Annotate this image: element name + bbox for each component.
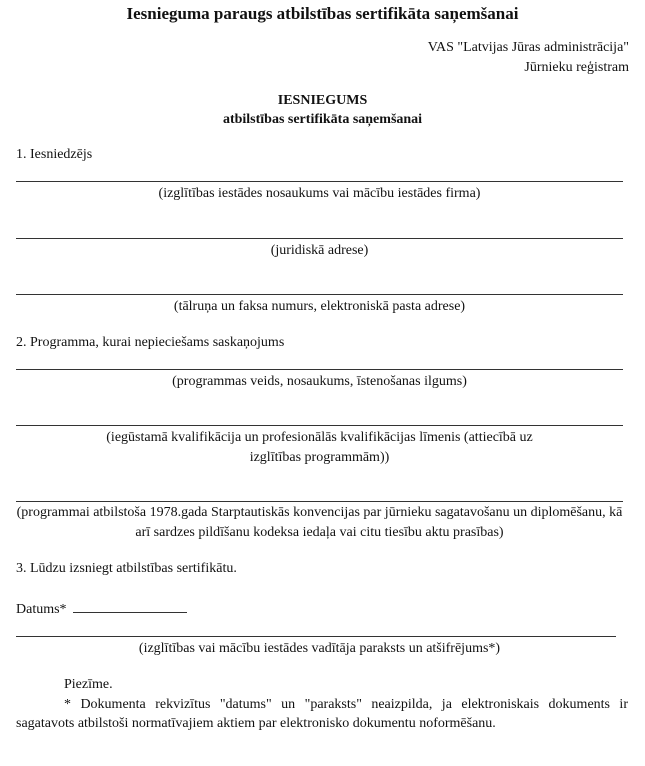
programme-type-line [16,369,623,370]
contact-line [16,294,623,295]
signature-caption: (izglītības vai mācību iestādes vadītāja paraksts un atšifrējums*) [138,641,501,656]
convention-line [16,501,623,502]
document-title: Iesnieguma paraugs atbilstības sertifikāta saņemšanai [126,4,519,23]
section-3-label: 3. Lūdzu izsniegt atbilstības sertifikātu. [16,561,237,576]
addressee-line-2: Jūrnieku reģistram [524,60,629,75]
application-heading: IESNIEGUMS [277,93,368,108]
application-subheading: atbilstības sertifikāta saņemšanai [222,112,423,127]
legal-address-caption: (juridiskā adrese) [270,243,369,258]
note-heading: Piezīme. [64,677,113,692]
qualification-caption: (iegūstamā kvalifikācija un profesionālās kvalifikācijas līmenis (attiecībā uz izglītības programmām)) [106,430,533,465]
date-label: Datums* [16,602,67,617]
date-field[interactable] [73,600,187,613]
signature-line[interactable] [16,636,616,637]
section-2-label: 2. Programma, kurai nepieciešams saskaņojums [16,335,285,350]
contact-caption: (tālruņa un faksa numurs, elektroniskā pasta adrese) [173,299,466,314]
legal-address-line [16,238,623,239]
addressee-line-1: VAS "Latvijas Jūras administrācija" [427,40,629,55]
note-text: * Dokumenta rekvizītus "datums" un "paraksts" neaizpilda, ja elektroniskais dokuments ir sagatavots atbilstoši normatīvajiem aktiem par elektronisko dokumentu noformēšanu. [16,697,628,731]
applicant-name-caption: (izglītības iestādes nosaukums vai mācību iestādes firma) [158,186,481,201]
qualification-line [16,425,623,426]
programme-type-caption: (programmas veids, nosaukums, īstenošanas ilgums) [172,374,467,389]
section-1-label: 1. Iesniedzējs [16,147,93,162]
convention-caption: (programmai atbilstoša 1978.gada Starptautiskās konvencijas par jūrnieku sagatavošanu un diplomēšanu, kā arī sardzes pildīšanu kodeksa iedaļa vai citu tiesību aktu prasības) [16,505,623,540]
date-row [16,600,187,618]
applicant-name-line [16,181,623,182]
